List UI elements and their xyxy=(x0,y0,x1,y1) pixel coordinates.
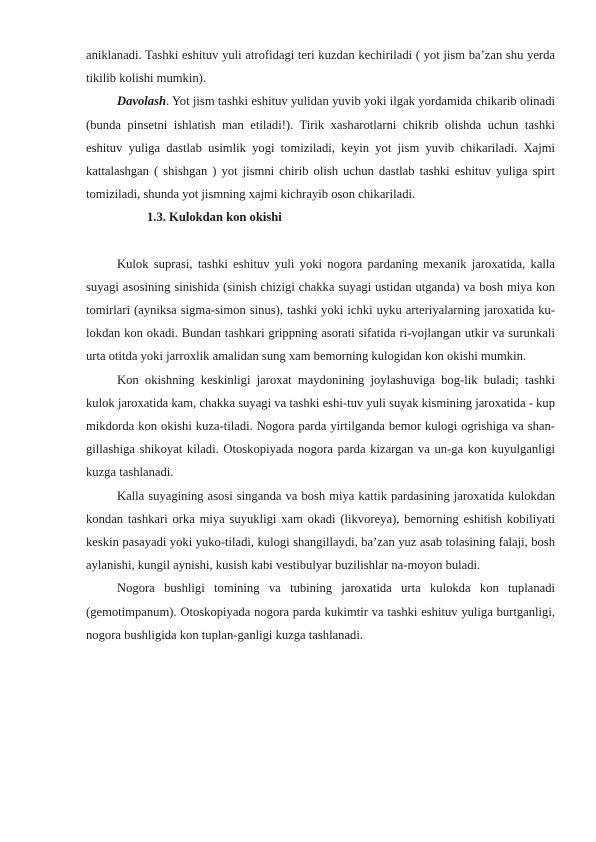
body-paragraph-4: Nogora bushligi tomining va tubining jaroxatida urta kulokda kon tuplanadi (gemotimpanum). Otoskopiyada nogora parda kukimtir va tashki eshituv yuliga burtganligi, nogora bushligida kon tuplan-ganligi kuzga tashlanadi. xyxy=(86,581,555,642)
heading-spacer xyxy=(86,230,555,253)
section-heading: 1.3. Kulokdan kon okishi xyxy=(147,210,282,225)
body-paragraph-2: Kon okishning keskinligi jaroxat maydonining joylashuviga bog-lik buladi; tashki kulok jaroxatida kam, chakka suyagi va tashki eshi-tuv yuli suyak kismining jaroxatida - kup mikdorda kon okishi kuza-tiladi. Nogora parda yirtilganda bemor kulogi ogrishiga va shan-gillashiga shikoyat kiladi. Otoskopiyada nogora parda kizargan va un-ga kon kuyulganligi kuzga tashlanadi. xyxy=(86,372,555,480)
document-page xyxy=(86,44,555,647)
body-paragraph-3: Kalla suyagining asosi singanda va bosh miya kattik pardasining jaroxatida kulokdan kondan tashkari orka miya suyukligi xam okadi (likvoreya), bemorning eshitish kobiliyati keskin pasayadi yoki yuko-tiladi, kulogi shangillaydi, ba’zan yuz asab tolasining falaji, bosh aylanishi, kungil aynishi, kusish kabi vestibulyar buzilishlar na-moyon buladi. xyxy=(86,488,555,573)
treatment-text: . Yot jism tashki eshituv yulidan yuvib yoki ilgak yordamida chikarib olinadi (bunda pinsetni ishlatish man etiladi!). Tirik xasharotlarni chikrib olishda uchun tashki eshituv yuliga dastlab usimlik yogi tomiziladi, keyin yot jism yuvib chikariladi. Xajmi kattalashgan ( shishgan ) yot jismni chirib olish uchun dastlab tashki eshituv yuliga spirt tomiziladi, shunda yot jismning xajmi kichrayib oson chikariladi. xyxy=(86,94,555,202)
treatment-lead: Davolash xyxy=(117,94,166,109)
body-paragraph-1: Kulok suprasi, tashki eshituv yuli yoki nogora pardaning mexanik jaroxatida, kalla suyagi asosining sinishida (sinish chizigi chakka suyagi ustidan utganda) va bosh miya kon tomirlari (ayniksa sigma-simon sinus), tashki yoki ichki uyku arteriyalarning jaroxatida ku-lokdan kon okadi. Bundan tashkari grippning asorati sifatida ri-vojlangan utkir va surunkali urta otitda yoki jarroxlik amalidan sung xam bemorning kulogidan kon okishi mumkin. xyxy=(86,256,555,364)
treatment-paragraph xyxy=(86,90,555,206)
intro-paragraph: aniklanadi. Tashki eshituv yuli atrofidagi teri kuzdan kechiriladi ( yot jism ba’zan shu yerda tikilib kolishi mumkin). xyxy=(86,48,555,86)
